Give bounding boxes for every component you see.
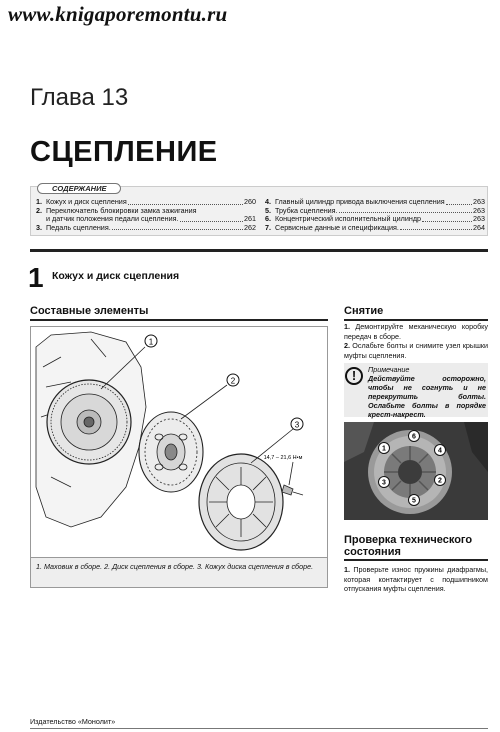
toc-right-column bbox=[265, 198, 485, 232]
toc-item-page: 264 bbox=[473, 222, 485, 232]
toc-leader bbox=[339, 207, 472, 214]
exploded-view-figure bbox=[30, 326, 328, 558]
toc-left-column bbox=[36, 198, 256, 232]
site-watermark: www.knigaporemontu.ru bbox=[8, 2, 228, 26]
photo-callout-2 bbox=[435, 475, 446, 486]
svg-text:3: 3 bbox=[382, 479, 386, 487]
section-number: 1 bbox=[28, 262, 44, 293]
svg-text:1: 1 bbox=[148, 337, 154, 347]
heading-underline bbox=[30, 319, 328, 321]
figure-caption: 1. Маховик в сборе. 2. Диск сцепления в сборе. 3. Кожух диска сцепления в сборе. bbox=[30, 558, 328, 588]
toc-item-number: 4. bbox=[265, 197, 271, 206]
note-text: Действуйте осторожно, чтобы не согнуть и не перекрутить болты. Ослабьте болты в порядке крест-накрест. bbox=[368, 374, 486, 419]
toc-leader bbox=[180, 215, 243, 222]
toc-item[interactable] bbox=[265, 224, 485, 233]
section-divider bbox=[30, 249, 488, 252]
photo-callout-3 bbox=[379, 477, 390, 488]
toc-item-title: Трубка сцепления. bbox=[275, 205, 338, 215]
inspection-step: 1. Проверьте износ пружины диафрагмы, которая контактирует с подшипником отпускания муфты сцепления. bbox=[344, 565, 488, 593]
removal-steps bbox=[344, 322, 488, 360]
inspection-heading: Проверка технического состояния bbox=[344, 534, 473, 558]
toc-leader bbox=[422, 215, 472, 222]
toc-item-title: Концентрический исполнительный цилиндр bbox=[275, 214, 422, 224]
svg-text:3: 3 bbox=[294, 420, 300, 430]
torque-label: 14,7 – 21,6 Н•м bbox=[263, 455, 303, 461]
toc-item-page: 261 bbox=[244, 214, 256, 224]
toc-label: СОДЕРЖАНИЕ bbox=[37, 183, 121, 194]
note-heading: Примечание bbox=[368, 365, 410, 374]
toc-item-number: 5. bbox=[265, 205, 271, 215]
toc-item-number: 6. bbox=[265, 214, 271, 224]
toc-item-title: Сервисные данные и спецификация. bbox=[275, 222, 399, 232]
removal-heading: Снятие bbox=[344, 305, 384, 317]
svg-text:6: 6 bbox=[412, 433, 416, 441]
toc-item-number: 1. bbox=[36, 197, 42, 206]
svg-text:2: 2 bbox=[438, 477, 442, 485]
chapter-label: Глава 13 bbox=[30, 84, 129, 111]
toc-leader bbox=[446, 198, 472, 205]
publisher-footer: Издательство «Монолит» bbox=[30, 717, 116, 726]
toc-leader bbox=[128, 198, 243, 205]
toc-leader bbox=[400, 224, 472, 231]
toc-item-title: Кожух и диск сцепления bbox=[46, 197, 127, 206]
toc-item-page: 263 bbox=[473, 197, 485, 206]
toc-item-title: Главный цилиндр привода выключения сцепления bbox=[275, 197, 445, 206]
toc-item-page: 260 bbox=[244, 197, 256, 206]
note-box bbox=[344, 363, 488, 417]
toc-item-title: и датчик положения педали сцепления. bbox=[46, 214, 179, 224]
callout-1 bbox=[145, 335, 157, 347]
photo-callout-1 bbox=[379, 443, 390, 454]
toc-item-page: 263 bbox=[473, 214, 485, 224]
photo-callout-4 bbox=[435, 445, 446, 456]
toc-item-title: Переключатель блокировки замка зажигания bbox=[46, 205, 197, 215]
toc-item[interactable] bbox=[36, 224, 256, 233]
heading-underline bbox=[344, 319, 488, 321]
callout-2 bbox=[227, 374, 239, 386]
toc-item-page: 263 bbox=[473, 205, 485, 215]
inspection-steps bbox=[344, 565, 488, 594]
section-title: Кожух и диск сцепления bbox=[52, 270, 180, 282]
chapter-title: СЦЕПЛЕНИЕ bbox=[30, 136, 218, 168]
clutch-photo bbox=[344, 422, 488, 520]
warning-icon: ! bbox=[345, 367, 363, 385]
toc-item-number: 2. bbox=[36, 205, 42, 215]
svg-text:2: 2 bbox=[230, 376, 236, 386]
photo-callout-5 bbox=[409, 495, 420, 506]
callout-3 bbox=[291, 418, 303, 430]
footer-rule bbox=[30, 728, 488, 729]
removal-step: 2. Ослабьте болты и снимите узел крышки муфты сцепления. bbox=[344, 341, 488, 360]
heading-underline bbox=[344, 559, 488, 561]
svg-text:1: 1 bbox=[382, 445, 386, 453]
table-of-contents bbox=[30, 186, 488, 236]
toc-item-page: 262 bbox=[244, 222, 256, 232]
toc-item-title: Педаль сцепления. bbox=[46, 222, 111, 232]
components-heading: Составные элементы bbox=[30, 305, 149, 317]
svg-text:5: 5 bbox=[412, 497, 416, 505]
toc-item-number: 7. bbox=[265, 222, 271, 232]
removal-step: 1. Демонтируйте механическую коробку передач в сборе. bbox=[344, 322, 488, 341]
clutch-cover-photo bbox=[344, 422, 488, 520]
svg-text:4: 4 bbox=[438, 447, 442, 455]
toc-leader bbox=[112, 224, 243, 231]
photo-callout-6 bbox=[409, 431, 420, 442]
clutch-exploded-diagram bbox=[31, 327, 327, 557]
toc-item-number: 3. bbox=[36, 222, 42, 232]
